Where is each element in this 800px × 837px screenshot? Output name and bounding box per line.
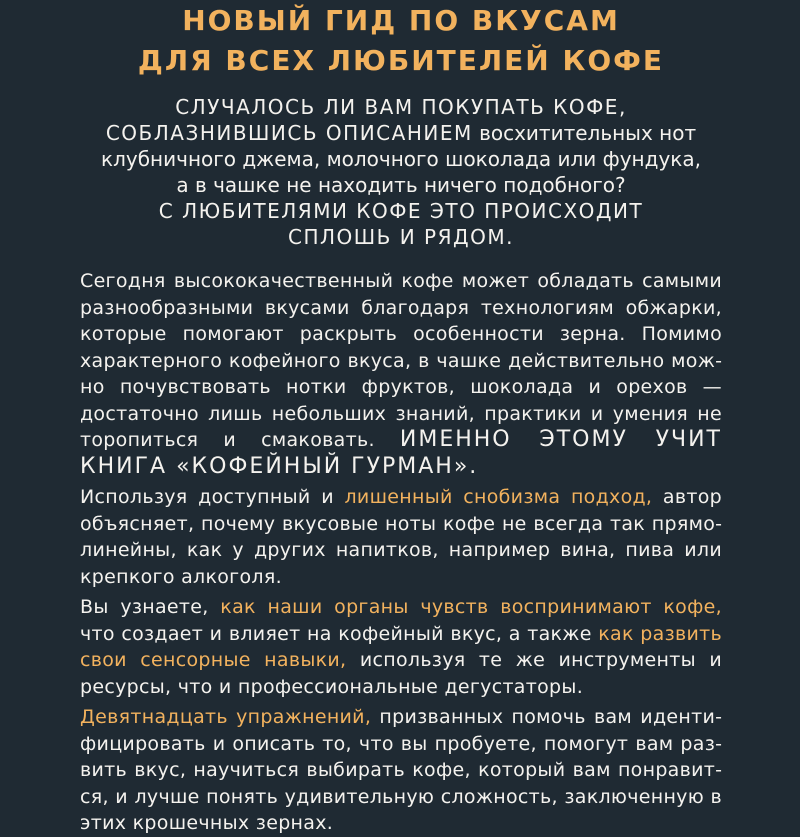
body-text <box>80 268 722 837</box>
paragraph-1 <box>80 268 722 480</box>
paragraph-3-c: используя те же инструменты и ресурсы, что и профессиональные дегустаторы. <box>80 649 722 698</box>
heading-line-1: НОВЫЙ ГИД ПО ВКУСАМ <box>182 4 620 37</box>
paragraph-3-highlight-2: как развить свои сенсорные навыки, <box>80 622 722 671</box>
intro-line-2-rest: восхитительных нот <box>472 121 697 145</box>
intro-line-2-caps: СОБЛАЗНИВШИСЬ ОПИСАНИЕМ <box>105 121 473 145</box>
intro-line-4: а в чашке не находить ничего подобного? <box>176 173 626 197</box>
intro-line-2 <box>80 120 722 146</box>
intro-line-6: СПЛОШЬ И РЯДОМ. <box>287 225 514 249</box>
heading-line-2: ДЛЯ ВСЕХ ЛЮБИТЕЛЕЙ КОФЕ <box>137 44 665 77</box>
paragraph-4 <box>80 704 722 837</box>
intro-line-1: СЛУЧАЛОСЬ ЛИ ВАМ ПОКУПАТЬ КОФЕ, <box>175 95 627 119</box>
paragraph-3 <box>80 594 722 700</box>
paragraph-4-rest: призванных помочь вам идентифицировать и описать то, что вы пробуете, помогут вам развить вкус, научиться выбирать кофе, который вам понравится, и лучше понять удивительную сложность, заключенную в этих крошечных зернах. <box>80 706 722 834</box>
paragraph-3-highlight-1: как наши органы чувств воспринимают кофе, <box>220 596 722 618</box>
book-back-cover <box>0 2 800 834</box>
paragraph-2-highlight: лишенный снобизма подход, <box>344 486 653 508</box>
paragraph-4-highlight: Девятнадцать упражнений, <box>80 706 372 728</box>
paragraph-2-a: Используя доступный и <box>80 486 345 508</box>
intro-line-3: клубничного джема, молочного шоколада или фундука, <box>101 147 701 171</box>
paragraph-1-text: Сегодня высококачественный кофе может обладать самыми разнообразными вкусами благодаря технологиям обжарки, которые помогают раскрыть особенности зерна. Помимо характерного кофейного вкуса, в чашке действительно можно почувствовать нотки фруктов, шоколада и орехов — достаточно лишь небольших знаний, практики и умения не торопиться и смаковать. <box>80 270 722 451</box>
intro-line-5: С ЛЮБИТЕЛЯМИ КОФЕ ЭТО ПРОИСХОДИТ <box>158 199 644 223</box>
intro-block <box>80 94 722 250</box>
paragraph-3-a: Вы узнаете, <box>80 596 221 618</box>
paragraph-3-b: что создает и влияет на кофейный вкус, а также <box>80 622 599 645</box>
paragraph-1-caps: ИМЕННО ЭТОМУ УЧИТ КНИГА «КОФЕЙНЫЙ ГУРМАН». <box>80 427 722 479</box>
paragraph-2 <box>80 484 722 590</box>
paragraph-2-b: автор объясняет, почему вкусовые ноты кофе не всегда так прямолинейны, как у других напитков, например вина, пива или крепкого алкоголя. <box>80 486 723 588</box>
